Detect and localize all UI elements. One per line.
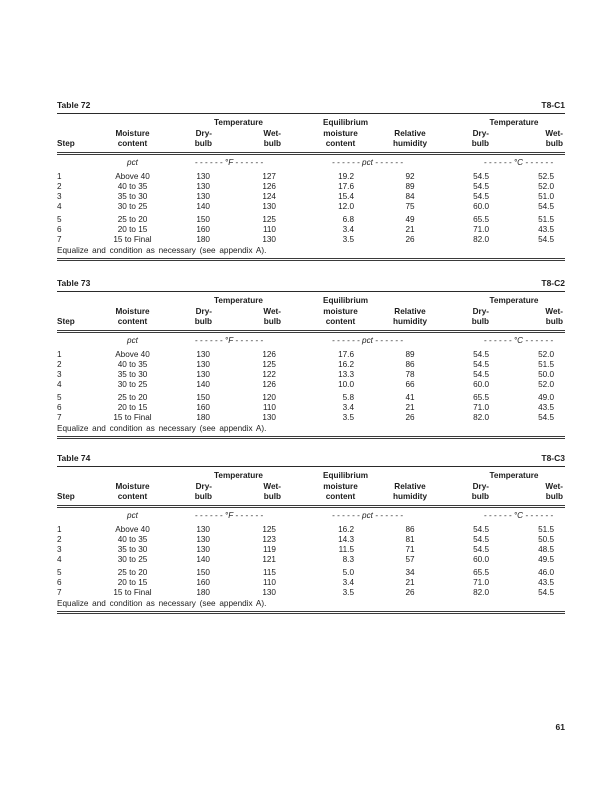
- cell-dry-bulb-f: 160: [196, 403, 210, 412]
- dry-bulb-f-header: Dry-: [195, 481, 212, 491]
- cell-dry-bulb-f: 180: [196, 413, 210, 422]
- header-row-mid: [57, 129, 565, 140]
- cell-relative-humidity: 26: [405, 588, 415, 597]
- cell-emc: 10.0: [338, 380, 354, 389]
- units-row: [57, 331, 565, 350]
- cell-step: 3: [57, 370, 62, 379]
- table-row: [57, 565, 565, 578]
- cell-relative-humidity: 75: [405, 202, 415, 211]
- wet-bulb-c-header: Wet-: [545, 481, 563, 491]
- units-pct: - - - - - - pct - - - - - -: [332, 335, 403, 345]
- cell-emc: 3.5: [342, 588, 354, 597]
- cell-step: 1: [57, 350, 62, 359]
- units-row: [57, 506, 565, 525]
- units-moisture: pct: [127, 335, 138, 345]
- cell-dry-bulb-c: 65.5: [473, 215, 489, 224]
- cell-emc: 16.2: [338, 360, 354, 369]
- cell-step: 7: [57, 413, 62, 422]
- table-73-block: [57, 279, 565, 439]
- cell-dry-bulb-f: 130: [196, 535, 210, 544]
- cell-dry-bulb-f: 130: [196, 370, 210, 379]
- dry-bulb-c-header2: bulb: [452, 492, 492, 506]
- cell-dry-bulb-c: 54.5: [473, 525, 489, 534]
- table-title-row: [57, 101, 565, 114]
- cell-dry-bulb-c: 82.0: [473, 588, 489, 597]
- cell-wet-bulb-c: 51.5: [538, 360, 554, 369]
- cell-emc: 3.4: [342, 578, 354, 587]
- cell-emc: 3.4: [342, 225, 354, 234]
- cell-dry-bulb-c: 54.5: [473, 545, 489, 554]
- moisture-header-line1: Moisture: [115, 128, 150, 138]
- step-header: Step: [57, 139, 90, 153]
- cell-step: 7: [57, 588, 62, 597]
- table-title: Table 74: [57, 453, 91, 463]
- header-row-bottom: [57, 317, 565, 331]
- table-row: [57, 525, 565, 535]
- cell-moisture-content: 30 to 25: [117, 202, 148, 211]
- temperature-c-spanner: Temperature: [489, 118, 539, 127]
- cell-wet-bulb-f: 126: [262, 350, 276, 359]
- cell-dry-bulb-c: 54.5: [473, 350, 489, 359]
- cell-wet-bulb-f: 125: [262, 360, 276, 369]
- cell-emc: 19.2: [338, 172, 354, 181]
- table-footnote: Equalize and condition as necessary (see appendix A).: [57, 598, 565, 614]
- cell-emc: 13.3: [338, 370, 354, 379]
- cell-relative-humidity: 26: [405, 413, 415, 422]
- cell-wet-bulb-f: 123: [262, 535, 276, 544]
- temperature-f-spanner: Temperature: [214, 118, 263, 127]
- cell-wet-bulb-c: 52.5: [538, 172, 554, 181]
- cell-relative-humidity: 84: [405, 192, 415, 201]
- cell-moisture-content: 30 to 25: [117, 555, 148, 564]
- table-row: [57, 545, 565, 555]
- wet-bulb-f-header2: bulb: [214, 317, 283, 331]
- cell-step: 5: [57, 215, 62, 224]
- cell-dry-bulb-f: 130: [196, 525, 210, 534]
- emc-header-line1: Equilibrium: [323, 118, 369, 127]
- cell-step: 7: [57, 235, 62, 244]
- cell-wet-bulb-f: 110: [262, 578, 276, 587]
- cell-dry-bulb-c: 60.0: [473, 202, 489, 211]
- dry-bulb-c-header: Dry-: [472, 128, 489, 138]
- relative-humidity-header-line2: humidity: [358, 492, 452, 506]
- cell-dry-bulb-c: 54.5: [473, 172, 489, 181]
- cell-dry-bulb-f: 180: [196, 235, 210, 244]
- cell-dry-bulb-c: 65.5: [473, 568, 489, 577]
- cell-relative-humidity: 49: [405, 215, 415, 224]
- cell-relative-humidity: 86: [405, 360, 415, 369]
- moisture-header-line2: content: [90, 139, 175, 153]
- cell-dry-bulb-f: 150: [196, 215, 210, 224]
- cell-moisture-content: 25 to 20: [117, 393, 148, 402]
- cell-dry-bulb-c: 60.0: [473, 380, 489, 389]
- cell-dry-bulb-f: 130: [196, 360, 210, 369]
- units-row: [57, 153, 565, 172]
- cell-wet-bulb-f: 122: [262, 370, 276, 379]
- kiln-schedule-table: [57, 467, 565, 598]
- header-row-spanners: [57, 114, 565, 129]
- cell-moisture-content: 35 to 30: [117, 545, 148, 554]
- cell-dry-bulb-f: 130: [196, 545, 210, 554]
- table-row: [57, 235, 565, 245]
- cell-step: 6: [57, 225, 62, 234]
- cell-wet-bulb-c: 52.0: [538, 380, 554, 389]
- temperature-c-spanner: Temperature: [489, 471, 539, 480]
- cell-moisture-content: 15 to Final: [113, 588, 152, 597]
- relative-humidity-header-line1: Relative: [394, 128, 426, 138]
- cell-wet-bulb-c: 54.5: [538, 413, 554, 422]
- dry-bulb-f-header: Dry-: [195, 128, 212, 138]
- cell-moisture-content: 25 to 20: [117, 215, 148, 224]
- cell-dry-bulb-f: 140: [196, 202, 210, 211]
- cell-relative-humidity: 89: [405, 182, 415, 191]
- wet-bulb-f-header2: bulb: [214, 492, 283, 506]
- cell-step: 4: [57, 555, 62, 564]
- cell-moisture-content: 40 to 35: [117, 182, 148, 191]
- units-celsius: - - - - - - °C - - - - - -: [483, 335, 554, 345]
- relative-humidity-header-line2: humidity: [358, 317, 452, 331]
- cell-moisture-content: 20 to 15: [117, 403, 148, 412]
- table-row: [57, 202, 565, 212]
- cell-emc: 17.6: [338, 350, 354, 359]
- cell-dry-bulb-f: 130: [196, 172, 210, 181]
- cell-dry-bulb-c: 82.0: [473, 413, 489, 422]
- cell-step: 1: [57, 172, 62, 181]
- table-title: Table 72: [57, 100, 91, 110]
- units-pct: - - - - - - pct - - - - - -: [332, 157, 403, 167]
- kiln-schedule-table: [57, 114, 565, 245]
- wet-bulb-f-header: Wet-: [263, 306, 281, 316]
- cell-moisture-content: 35 to 30: [117, 192, 148, 201]
- emc-header-line2: moisture: [323, 128, 358, 138]
- cell-step: 1: [57, 525, 62, 534]
- units-pct: - - - - - - pct - - - - - -: [332, 510, 403, 520]
- table-title: Table 73: [57, 278, 91, 288]
- cell-dry-bulb-f: 130: [196, 182, 210, 191]
- header-row-spanners: [57, 292, 565, 307]
- wet-bulb-c-header2: bulb: [492, 139, 565, 153]
- cell-step: 3: [57, 545, 62, 554]
- cell-dry-bulb-f: 140: [196, 380, 210, 389]
- table-footnote: Equalize and condition as necessary (see appendix A).: [57, 423, 565, 439]
- moisture-header-line2: content: [90, 492, 175, 506]
- cell-step: 4: [57, 202, 62, 211]
- cell-wet-bulb-c: 50.5: [538, 535, 554, 544]
- cell-emc: 16.2: [338, 525, 354, 534]
- cell-wet-bulb-f: 115: [262, 568, 276, 577]
- cell-dry-bulb-c: 54.5: [473, 370, 489, 379]
- wet-bulb-f-header: Wet-: [263, 128, 281, 138]
- emc-header-line2: moisture: [323, 481, 358, 491]
- step-header: Step: [57, 492, 90, 506]
- cell-moisture-content: Above 40: [115, 172, 150, 181]
- cell-dry-bulb-c: 54.5: [473, 192, 489, 201]
- cell-step: 6: [57, 403, 62, 412]
- cell-emc: 3.5: [342, 413, 354, 422]
- cell-step: 6: [57, 578, 62, 587]
- cell-relative-humidity: 78: [405, 370, 415, 379]
- cell-wet-bulb-c: 43.5: [538, 225, 554, 234]
- cell-dry-bulb-c: 65.5: [473, 393, 489, 402]
- cell-step: 3: [57, 192, 62, 201]
- dry-bulb-c-header: Dry-: [472, 481, 489, 491]
- relative-humidity-header-line1: Relative: [394, 306, 426, 316]
- table-title-row: [57, 279, 565, 292]
- cell-wet-bulb-f: 119: [262, 545, 276, 554]
- table-row: [57, 225, 565, 235]
- units-fahrenheit: - - - - - - °F - - - - - -: [194, 157, 264, 167]
- units-fahrenheit: - - - - - - °F - - - - - -: [194, 510, 264, 520]
- step-header: Step: [57, 317, 90, 331]
- dry-bulb-f-header: Dry-: [195, 306, 212, 316]
- cell-dry-bulb-f: 150: [196, 568, 210, 577]
- cell-relative-humidity: 86: [405, 525, 415, 534]
- cell-relative-humidity: 21: [405, 403, 415, 412]
- cell-wet-bulb-f: 130: [262, 413, 276, 422]
- cell-wet-bulb-f: 127: [262, 172, 276, 181]
- dry-bulb-c-header2: bulb: [452, 317, 492, 331]
- header-row-bottom: [57, 139, 565, 153]
- units-moisture: pct: [127, 157, 138, 167]
- cell-wet-bulb-c: 46.0: [538, 568, 554, 577]
- cell-moisture-content: 20 to 15: [117, 225, 148, 234]
- table-row: [57, 350, 565, 360]
- cell-emc: 5.8: [342, 393, 354, 402]
- emc-header-line1: Equilibrium: [323, 296, 369, 305]
- cell-wet-bulb-c: 51.5: [538, 215, 554, 224]
- cell-wet-bulb-c: 48.5: [538, 545, 554, 554]
- table-code: T8-C3: [541, 453, 565, 463]
- header-row-mid: [57, 307, 565, 318]
- cell-wet-bulb-f: 110: [262, 403, 276, 412]
- table-footnote: Equalize and condition as necessary (see appendix A).: [57, 245, 565, 261]
- table-row: [57, 390, 565, 403]
- cell-dry-bulb-c: 54.5: [473, 360, 489, 369]
- units-moisture: pct: [127, 510, 138, 520]
- units-fahrenheit: - - - - - - °F - - - - - -: [194, 335, 264, 345]
- cell-emc: 3.5: [342, 235, 354, 244]
- table-code: T8-C2: [541, 278, 565, 288]
- cell-dry-bulb-f: 160: [196, 225, 210, 234]
- cell-moisture-content: Above 40: [115, 350, 150, 359]
- cell-moisture-content: 15 to Final: [113, 235, 152, 244]
- dry-bulb-f-header2: bulb: [175, 492, 214, 506]
- cell-step: 4: [57, 380, 62, 389]
- wet-bulb-c-header2: bulb: [492, 317, 565, 331]
- cell-relative-humidity: 21: [405, 225, 415, 234]
- emc-header-line3: content: [283, 139, 358, 153]
- cell-wet-bulb-f: 130: [262, 202, 276, 211]
- wet-bulb-c-header: Wet-: [545, 306, 563, 316]
- table-row: [57, 403, 565, 413]
- emc-header-line3: content: [283, 317, 358, 331]
- table-body: [57, 172, 565, 245]
- cell-wet-bulb-f: 126: [262, 182, 276, 191]
- emc-header-line1: Equilibrium: [323, 471, 369, 480]
- cell-emc: 17.6: [338, 182, 354, 191]
- cell-wet-bulb-c: 43.5: [538, 578, 554, 587]
- cell-wet-bulb-c: 54.5: [538, 588, 554, 597]
- cell-relative-humidity: 21: [405, 578, 415, 587]
- cell-relative-humidity: 57: [405, 555, 415, 564]
- cell-dry-bulb-c: 54.5: [473, 535, 489, 544]
- cell-dry-bulb-c: 54.5: [473, 182, 489, 191]
- relative-humidity-header-line2: humidity: [358, 139, 452, 153]
- cell-moisture-content: Above 40: [115, 525, 150, 534]
- cell-dry-bulb-c: 71.0: [473, 578, 489, 587]
- cell-emc: 3.4: [342, 403, 354, 412]
- table-code: T8-C1: [541, 100, 565, 110]
- cell-dry-bulb-c: 82.0: [473, 235, 489, 244]
- cell-moisture-content: 40 to 35: [117, 360, 148, 369]
- cell-step: 5: [57, 568, 62, 577]
- moisture-header-line1: Moisture: [115, 306, 150, 316]
- cell-wet-bulb-f: 130: [262, 235, 276, 244]
- cell-wet-bulb-c: 49.5: [538, 555, 554, 564]
- cell-dry-bulb-f: 180: [196, 588, 210, 597]
- cell-wet-bulb-f: 125: [262, 215, 276, 224]
- cell-emc: 15.4: [338, 192, 354, 201]
- moisture-header-line2: content: [90, 317, 175, 331]
- cell-emc: 5.0: [342, 568, 354, 577]
- temperature-f-spanner: Temperature: [214, 471, 263, 480]
- table-74-block: [57, 454, 565, 614]
- cell-emc: 6.8: [342, 215, 354, 224]
- cell-relative-humidity: 26: [405, 235, 415, 244]
- cell-moisture-content: 15 to Final: [113, 413, 152, 422]
- units-celsius: - - - - - - °C - - - - - -: [483, 510, 554, 520]
- cell-wet-bulb-c: 50.0: [538, 370, 554, 379]
- cell-emc: 14.3: [338, 535, 354, 544]
- cell-relative-humidity: 92: [405, 172, 415, 181]
- cell-dry-bulb-c: 71.0: [473, 225, 489, 234]
- cell-wet-bulb-c: 51.0: [538, 192, 554, 201]
- cell-moisture-content: 40 to 35: [117, 535, 148, 544]
- cell-wet-bulb-c: 43.5: [538, 403, 554, 412]
- moisture-header-line1: Moisture: [115, 481, 150, 491]
- cell-moisture-content: 30 to 25: [117, 380, 148, 389]
- temperature-c-spanner: Temperature: [489, 296, 539, 305]
- cell-wet-bulb-c: 54.5: [538, 202, 554, 211]
- cell-moisture-content: 20 to 15: [117, 578, 148, 587]
- cell-relative-humidity: 34: [405, 568, 415, 577]
- cell-dry-bulb-f: 160: [196, 578, 210, 587]
- table-row: [57, 413, 565, 423]
- table-body: [57, 350, 565, 423]
- cell-dry-bulb-f: 130: [196, 192, 210, 201]
- table-row: [57, 172, 565, 182]
- cell-wet-bulb-c: 51.5: [538, 525, 554, 534]
- table-row: [57, 588, 565, 598]
- cell-moisture-content: 35 to 30: [117, 370, 148, 379]
- cell-step: 2: [57, 182, 62, 191]
- cell-wet-bulb-f: 126: [262, 380, 276, 389]
- cell-moisture-content: 25 to 20: [117, 568, 148, 577]
- header-row-mid: [57, 482, 565, 493]
- table-row: [57, 212, 565, 225]
- temperature-f-spanner: Temperature: [214, 296, 263, 305]
- table-row: [57, 370, 565, 380]
- cell-wet-bulb-c: 49.0: [538, 393, 554, 402]
- cell-emc: 8.3: [342, 555, 354, 564]
- table-row: [57, 578, 565, 588]
- relative-humidity-header-line1: Relative: [394, 481, 426, 491]
- page-number: 61: [555, 722, 565, 732]
- cell-wet-bulb-c: 54.5: [538, 235, 554, 244]
- header-row-bottom: [57, 492, 565, 506]
- cell-wet-bulb-f: 125: [262, 525, 276, 534]
- dry-bulb-f-header2: bulb: [175, 139, 214, 153]
- cell-emc: 12.0: [338, 202, 354, 211]
- cell-wet-bulb-f: 120: [262, 393, 276, 402]
- cell-wet-bulb-f: 121: [262, 555, 276, 564]
- wet-bulb-c-header: Wet-: [545, 128, 563, 138]
- cell-dry-bulb-f: 150: [196, 393, 210, 402]
- wet-bulb-c-header2: bulb: [492, 492, 565, 506]
- table-72-block: [57, 101, 565, 261]
- table-body: [57, 525, 565, 598]
- emc-header-line3: content: [283, 492, 358, 506]
- cell-relative-humidity: 71: [405, 545, 415, 554]
- cell-step: 2: [57, 535, 62, 544]
- dry-bulb-f-header2: bulb: [175, 317, 214, 331]
- cell-relative-humidity: 89: [405, 350, 415, 359]
- cell-wet-bulb-c: 52.0: [538, 182, 554, 191]
- emc-header-line2: moisture: [323, 306, 358, 316]
- cell-dry-bulb-c: 60.0: [473, 555, 489, 564]
- cell-emc: 11.5: [338, 545, 354, 554]
- cell-wet-bulb-f: 110: [262, 225, 276, 234]
- cell-relative-humidity: 81: [405, 535, 415, 544]
- header-row-spanners: [57, 467, 565, 482]
- table-row: [57, 535, 565, 545]
- table-title-row: [57, 454, 565, 467]
- cell-dry-bulb-c: 71.0: [473, 403, 489, 412]
- cell-relative-humidity: 41: [405, 393, 415, 402]
- cell-dry-bulb-f: 140: [196, 555, 210, 564]
- dry-bulb-c-header: Dry-: [472, 306, 489, 316]
- wet-bulb-f-header: Wet-: [263, 481, 281, 491]
- table-row: [57, 360, 565, 370]
- table-row: [57, 380, 565, 390]
- cell-wet-bulb-c: 52.0: [538, 350, 554, 359]
- cell-step: 2: [57, 360, 62, 369]
- cell-dry-bulb-f: 130: [196, 350, 210, 359]
- kiln-schedule-table: [57, 292, 565, 423]
- cell-step: 5: [57, 393, 62, 402]
- wet-bulb-f-header2: bulb: [214, 139, 283, 153]
- dry-bulb-c-header2: bulb: [452, 139, 492, 153]
- cell-relative-humidity: 66: [405, 380, 415, 389]
- table-row: [57, 192, 565, 202]
- cell-wet-bulb-f: 130: [262, 588, 276, 597]
- units-celsius: - - - - - - °C - - - - - -: [483, 157, 554, 167]
- cell-wet-bulb-f: 124: [262, 192, 276, 201]
- table-row: [57, 182, 565, 192]
- table-row: [57, 555, 565, 565]
